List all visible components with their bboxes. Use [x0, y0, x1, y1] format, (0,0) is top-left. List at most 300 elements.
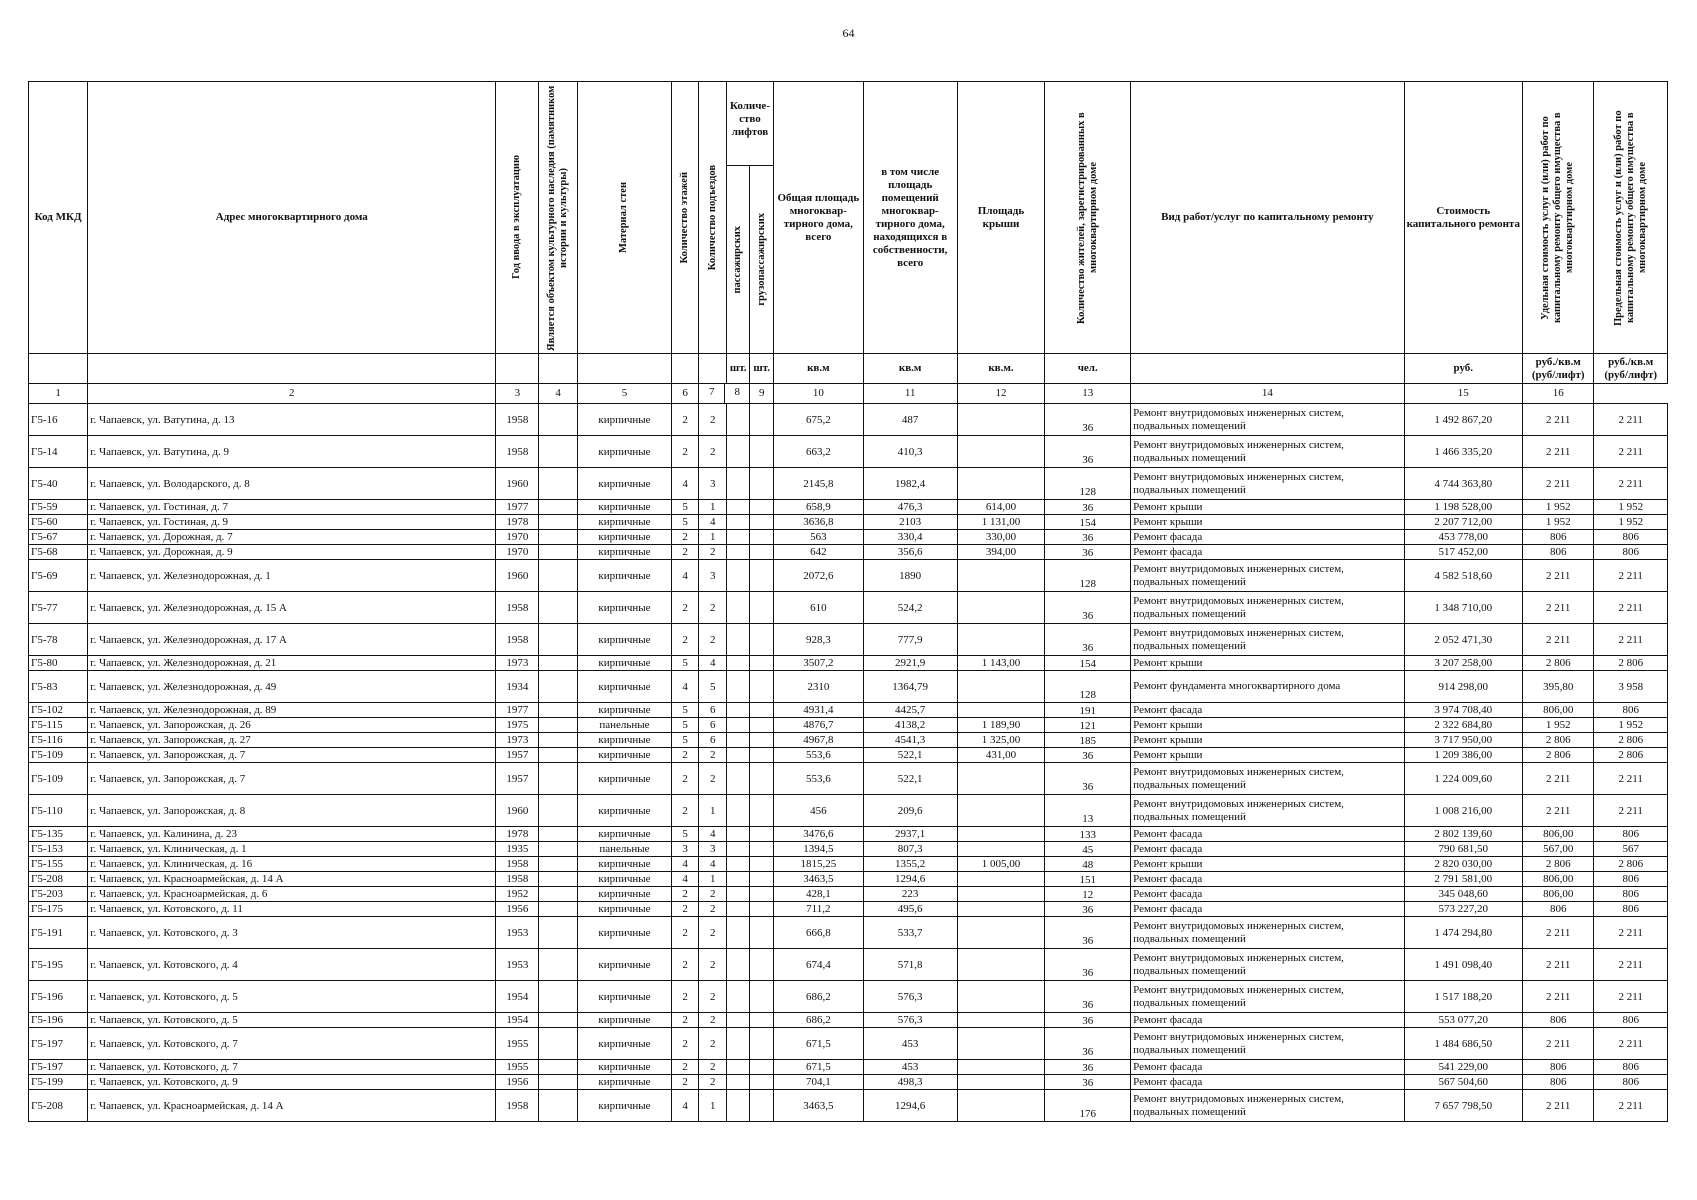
lifts-cargo-cell — [750, 671, 773, 703]
header-heritage: Является объектом культурного наследия (памятником истории и культуры) — [539, 82, 578, 354]
owned-area-cell: 576,3 — [863, 1013, 957, 1028]
max-cost-cell: 1 952 — [1594, 718, 1668, 733]
cost-cell: 573 227,20 — [1404, 902, 1522, 917]
entrances-cell: 1 — [699, 1090, 727, 1122]
address-cell: г. Чапаевск, ул. Железнодорожная, д. 49 — [88, 671, 496, 703]
max-cost-cell: 2 806 — [1594, 733, 1668, 748]
cost-cell: 345 048,60 — [1404, 887, 1522, 902]
heritage-cell — [539, 748, 578, 763]
roof-area-cell: 394,00 — [957, 545, 1045, 560]
max-cost-cell: 806 — [1594, 887, 1668, 902]
wall-material-cell: кирпичные — [578, 795, 672, 827]
residents-cell: 36 — [1045, 1013, 1131, 1028]
table-row — [29, 1028, 1668, 1060]
owned-area-cell: 356,6 — [863, 545, 957, 560]
table-row — [29, 1090, 1668, 1122]
floors-cell: 2 — [671, 917, 699, 949]
table-row — [29, 949, 1668, 981]
roof-area-cell — [957, 842, 1045, 857]
residents-cell: 45 — [1045, 842, 1131, 857]
total-area-cell: 658,9 — [773, 500, 863, 515]
address-cell: г. Чапаевск, ул. Дорожная, д. 7 — [88, 530, 496, 545]
wall-material-cell: кирпичные — [578, 671, 672, 703]
owned-area-cell: 453 — [863, 1060, 957, 1075]
cost-cell: 1 348 710,00 — [1404, 592, 1522, 624]
column-number: 10 — [773, 384, 863, 404]
address-cell: г. Чапаевск, ул. Калинина, д. 23 — [88, 827, 496, 842]
entrances-cell: 2 — [699, 1013, 727, 1028]
entrances-cell: 2 — [699, 436, 727, 468]
heritage-cell — [539, 530, 578, 545]
cost-cell: 453 778,00 — [1404, 530, 1522, 545]
header-floors: Количество этажей — [671, 82, 699, 354]
year-cell: 1978 — [496, 827, 539, 842]
roof-area-cell — [957, 917, 1045, 949]
owned-area-cell: 1294,6 — [863, 872, 957, 887]
cost-cell: 2 791 581,00 — [1404, 872, 1522, 887]
total-area-cell: 711,2 — [773, 902, 863, 917]
owned-area-cell: 209,6 — [863, 795, 957, 827]
unit-cost-cell: 395,80 — [1522, 671, 1593, 703]
max-cost-cell: 806 — [1594, 1060, 1668, 1075]
cost-cell: 1 209 386,00 — [1404, 748, 1522, 763]
floors-cell: 4 — [671, 872, 699, 887]
roof-area-cell — [957, 468, 1045, 500]
work-type-cell: Ремонт крыши — [1131, 748, 1405, 763]
unit-cost-cell: 1 952 — [1522, 515, 1593, 530]
entrances-cell: 6 — [699, 703, 727, 718]
total-area-cell: 671,5 — [773, 1028, 863, 1060]
entrances-cell: 6 — [699, 718, 727, 733]
entrances-cell: 4 — [699, 857, 727, 872]
cost-cell: 1 466 335,20 — [1404, 436, 1522, 468]
residents-cell: 36 — [1045, 763, 1131, 795]
max-cost-cell: 2 211 — [1594, 981, 1668, 1013]
total-area-cell: 2310 — [773, 671, 863, 703]
max-cost-cell: 3 958 — [1594, 671, 1668, 703]
code-cell: Г5-40 — [29, 468, 88, 500]
heritage-cell — [539, 1060, 578, 1075]
address-cell: г. Чапаевск, ул. Красноармейская, д. 6 — [88, 887, 496, 902]
floors-cell: 5 — [671, 515, 699, 530]
residents-cell: 36 — [1045, 530, 1131, 545]
unit-entrances — [699, 354, 727, 384]
code-cell: Г5-195 — [29, 949, 88, 981]
residents-cell: 191 — [1045, 703, 1131, 718]
work-type-cell: Ремонт внутридомовых инженерных систем, подвальных помещений — [1131, 468, 1405, 500]
total-area-cell: 3476,6 — [773, 827, 863, 842]
capital-repair-table — [28, 81, 1668, 1122]
heritage-cell — [539, 902, 578, 917]
unit-cost-cell: 806 — [1522, 1060, 1593, 1075]
table-row — [29, 842, 1668, 857]
code-cell: Г5-155 — [29, 857, 88, 872]
page-number: 64 — [842, 26, 855, 40]
owned-area-cell: 1294,6 — [863, 1090, 957, 1122]
code-cell: Г5-203 — [29, 887, 88, 902]
residents-cell: 151 — [1045, 872, 1131, 887]
lifts-cargo-cell — [750, 718, 773, 733]
code-cell: Г5-69 — [29, 560, 88, 592]
max-cost-cell: 567 — [1594, 842, 1668, 857]
total-area-cell: 553,6 — [773, 763, 863, 795]
work-type-cell: Ремонт внутридомовых инженерных систем, подвальных помещений — [1131, 560, 1405, 592]
code-cell: Г5-175 — [29, 902, 88, 917]
total-area-cell: 666,8 — [773, 917, 863, 949]
unit-cost: руб. — [1404, 354, 1522, 384]
lifts-cargo-cell — [750, 827, 773, 842]
roof-area-cell — [957, 624, 1045, 656]
unit-cost-cell: 806,00 — [1522, 872, 1593, 887]
work-type-cell: Ремонт внутридомовых инженерных систем, подвальных помещений — [1131, 404, 1405, 436]
year-cell: 1958 — [496, 592, 539, 624]
total-area-cell: 686,2 — [773, 981, 863, 1013]
heritage-cell — [539, 436, 578, 468]
entrances-cell: 3 — [699, 560, 727, 592]
wall-material-cell: кирпичные — [578, 560, 672, 592]
lifts-passenger-cell — [727, 436, 750, 468]
unit-floors — [671, 354, 699, 384]
header-wall-material: Материал стен — [578, 82, 672, 354]
work-type-cell: Ремонт фасада — [1131, 545, 1405, 560]
lifts-passenger-cell — [727, 656, 750, 671]
year-cell: 1934 — [496, 671, 539, 703]
lifts-passenger-cell — [727, 917, 750, 949]
floors-cell: 2 — [671, 763, 699, 795]
total-area-cell: 686,2 — [773, 1013, 863, 1028]
unit-work — [1131, 354, 1405, 384]
entrances-cell: 2 — [699, 1075, 727, 1090]
table-row — [29, 981, 1668, 1013]
entrances-cell: 1 — [699, 795, 727, 827]
floors-cell: 4 — [671, 1090, 699, 1122]
cost-cell: 3 717 950,00 — [1404, 733, 1522, 748]
work-type-cell: Ремонт фасада — [1131, 1075, 1405, 1090]
lifts-cargo-cell — [750, 902, 773, 917]
heritage-cell — [539, 500, 578, 515]
residents-cell: 36 — [1045, 500, 1131, 515]
cost-cell: 2 052 471,30 — [1404, 624, 1522, 656]
unit-cost-cell: 806,00 — [1522, 703, 1593, 718]
total-area-cell: 563 — [773, 530, 863, 545]
code-cell: Г5-196 — [29, 981, 88, 1013]
owned-area-cell: 571,8 — [863, 949, 957, 981]
entrances-cell: 4 — [699, 656, 727, 671]
floors-cell: 2 — [671, 545, 699, 560]
table-row — [29, 795, 1668, 827]
unit-cost-cell: 2 806 — [1522, 857, 1593, 872]
lifts-cargo-cell — [750, 436, 773, 468]
header-work-type: Вид работ/услуг по капитальному ремонту — [1131, 82, 1405, 354]
roof-area-cell — [957, 795, 1045, 827]
heritage-cell — [539, 560, 578, 592]
table-row — [29, 468, 1668, 500]
unit-cost-cell: 2 806 — [1522, 748, 1593, 763]
year-cell: 1955 — [496, 1060, 539, 1075]
floors-cell: 2 — [671, 887, 699, 902]
max-cost-cell: 2 806 — [1594, 656, 1668, 671]
max-cost-cell: 2 806 — [1594, 857, 1668, 872]
unit-cost-cell: 806 — [1522, 545, 1593, 560]
column-number: 14 — [1131, 384, 1405, 404]
residents-cell: 128 — [1045, 468, 1131, 500]
lifts-passenger-cell — [727, 842, 750, 857]
total-area-cell: 428,1 — [773, 887, 863, 902]
unit-cost-cell: 2 806 — [1522, 656, 1593, 671]
wall-material-cell: панельные — [578, 718, 672, 733]
max-cost-cell: 806 — [1594, 827, 1668, 842]
roof-area-cell — [957, 1028, 1045, 1060]
lifts-cargo-cell — [750, 1028, 773, 1060]
unit-cost-cell: 567,00 — [1522, 842, 1593, 857]
address-cell: г. Чапаевск, ул. Железнодорожная, д. 89 — [88, 703, 496, 718]
cost-cell: 4 744 363,80 — [1404, 468, 1522, 500]
code-cell: Г5-80 — [29, 656, 88, 671]
wall-material-cell: кирпичные — [578, 917, 672, 949]
column-number: 9 — [750, 384, 773, 404]
code-cell: Г5-77 — [29, 592, 88, 624]
wall-material-cell: панельные — [578, 842, 672, 857]
heritage-cell — [539, 718, 578, 733]
heritage-cell — [539, 656, 578, 671]
code-cell: Г5-191 — [29, 917, 88, 949]
column-number-row — [29, 384, 1668, 404]
lifts-cargo-cell — [750, 656, 773, 671]
cost-cell: 2 820 030,00 — [1404, 857, 1522, 872]
work-type-cell: Ремонт внутридомовых инженерных систем, подвальных помещений — [1131, 763, 1405, 795]
unit-residents: чел. — [1045, 354, 1131, 384]
code-cell: Г5-153 — [29, 842, 88, 857]
max-cost-cell: 2 211 — [1594, 917, 1668, 949]
address-cell: г. Чапаевск, ул. Клиническая, д. 1 — [88, 842, 496, 857]
lifts-cargo-cell — [750, 1060, 773, 1075]
owned-area-cell: 498,3 — [863, 1075, 957, 1090]
owned-area-cell: 1890 — [863, 560, 957, 592]
total-area-cell: 2145,8 — [773, 468, 863, 500]
lifts-cargo-cell — [750, 795, 773, 827]
total-area-cell: 1394,5 — [773, 842, 863, 857]
floors-cell: 5 — [671, 500, 699, 515]
unit-cost-cell: 2 211 — [1522, 795, 1593, 827]
table-row — [29, 624, 1668, 656]
address-cell: г. Чапаевск, ул. Котовского, д. 5 — [88, 981, 496, 1013]
unit-cost-cell: 2 211 — [1522, 981, 1593, 1013]
floors-cell: 2 — [671, 902, 699, 917]
lifts-passenger-cell — [727, 872, 750, 887]
cost-cell: 2 207 712,00 — [1404, 515, 1522, 530]
code-cell: Г5-109 — [29, 748, 88, 763]
owned-area-cell: 807,3 — [863, 842, 957, 857]
total-area-cell: 4876,7 — [773, 718, 863, 733]
code-cell: Г5-78 — [29, 624, 88, 656]
total-area-cell: 671,5 — [773, 1060, 863, 1075]
residents-cell: 36 — [1045, 1060, 1131, 1075]
code-cell: Г5-16 — [29, 404, 88, 436]
entrances-cell: 2 — [699, 1028, 727, 1060]
wall-material-cell: кирпичные — [578, 763, 672, 795]
year-cell: 1958 — [496, 624, 539, 656]
lifts-passenger-cell — [727, 887, 750, 902]
floors-cell: 2 — [671, 530, 699, 545]
wall-material-cell: кирпичные — [578, 857, 672, 872]
lifts-passenger-cell — [727, 763, 750, 795]
entrances-cell: 5 — [699, 671, 727, 703]
lifts-passenger-cell — [727, 748, 750, 763]
floors-cell: 5 — [671, 733, 699, 748]
lifts-passenger-cell — [727, 857, 750, 872]
column-number: 16 — [1522, 384, 1593, 404]
work-type-cell: Ремонт крыши — [1131, 656, 1405, 671]
year-cell: 1952 — [496, 887, 539, 902]
lifts-cargo-cell — [750, 872, 773, 887]
cost-cell: 2 802 139,60 — [1404, 827, 1522, 842]
unit-cost-cell: 2 211 — [1522, 560, 1593, 592]
max-cost-cell: 1 952 — [1594, 500, 1668, 515]
total-area-cell: 1815,25 — [773, 857, 863, 872]
column-number: 11 — [863, 384, 957, 404]
residents-cell: 128 — [1045, 560, 1131, 592]
unit-cost-cell: 2 211 — [1522, 592, 1593, 624]
lifts-cargo-cell — [750, 515, 773, 530]
cost-cell: 1 474 294,80 — [1404, 917, 1522, 949]
year-cell: 1956 — [496, 902, 539, 917]
lifts-passenger-cell — [727, 1060, 750, 1075]
total-area-cell: 675,2 — [773, 404, 863, 436]
table-row — [29, 560, 1668, 592]
max-cost-cell: 2 211 — [1594, 468, 1668, 500]
floors-cell: 5 — [671, 718, 699, 733]
lifts-passenger-cell — [727, 515, 750, 530]
header-year: Год ввода в эксплуатацию — [496, 82, 539, 354]
lifts-passenger-cell — [727, 1090, 750, 1122]
floors-cell: 2 — [671, 748, 699, 763]
residents-cell: 36 — [1045, 436, 1131, 468]
roof-area-cell — [957, 872, 1045, 887]
residents-cell: 36 — [1045, 981, 1131, 1013]
table-row — [29, 1060, 1668, 1075]
residents-cell: 154 — [1045, 656, 1131, 671]
cost-cell: 1 198 528,00 — [1404, 500, 1522, 515]
address-cell: г. Чапаевск, ул. Котовского, д. 11 — [88, 902, 496, 917]
max-cost-cell: 2 211 — [1594, 560, 1668, 592]
entrances-cell: 1 — [699, 530, 727, 545]
floors-cell: 2 — [671, 592, 699, 624]
max-cost-cell: 2 211 — [1594, 795, 1668, 827]
floors-cell: 5 — [671, 827, 699, 842]
year-cell: 1977 — [496, 500, 539, 515]
roof-area-cell — [957, 671, 1045, 703]
table-row — [29, 733, 1668, 748]
floors-cell: 3 — [671, 842, 699, 857]
lifts-cargo-cell — [750, 887, 773, 902]
code-cell: Г5-60 — [29, 515, 88, 530]
wall-material-cell: кирпичные — [578, 656, 672, 671]
column-number: 2 — [88, 384, 496, 404]
address-cell: г. Чапаевск, ул. Клиническая, д. 16 — [88, 857, 496, 872]
heritage-cell — [539, 857, 578, 872]
wall-material-cell: кирпичные — [578, 748, 672, 763]
residents-cell: 36 — [1045, 949, 1131, 981]
year-cell: 1975 — [496, 718, 539, 733]
residents-cell: 36 — [1045, 748, 1131, 763]
year-cell: 1958 — [496, 404, 539, 436]
unit-cost-cell: 806 — [1522, 902, 1593, 917]
table-row — [29, 872, 1668, 887]
table-row — [29, 887, 1668, 902]
floors-cell: 2 — [671, 981, 699, 1013]
max-cost-cell: 2 211 — [1594, 436, 1668, 468]
lifts-passenger-cell — [727, 545, 750, 560]
entrances-cell: 2 — [699, 949, 727, 981]
unit-cost-cell: 806,00 — [1522, 887, 1593, 902]
wall-material-cell: кирпичные — [578, 515, 672, 530]
lifts-passenger-cell — [727, 902, 750, 917]
code-cell: Г5-59 — [29, 500, 88, 515]
owned-area-cell: 495,6 — [863, 902, 957, 917]
roof-area-cell — [957, 436, 1045, 468]
roof-area-cell: 1 143,00 — [957, 656, 1045, 671]
owned-area-cell: 4425,7 — [863, 703, 957, 718]
cost-cell: 517 452,00 — [1404, 545, 1522, 560]
cost-cell: 2 322 684,80 — [1404, 718, 1522, 733]
work-type-cell: Ремонт внутридомовых инженерных систем, подвальных помещений — [1131, 1090, 1405, 1122]
unit-cost-cell: 806 — [1522, 530, 1593, 545]
unit-max-cost: руб./кв.м (руб/лифт) — [1594, 354, 1668, 384]
heritage-cell — [539, 703, 578, 718]
lifts-passenger-cell — [727, 1028, 750, 1060]
floors-cell: 2 — [671, 436, 699, 468]
table-row — [29, 671, 1668, 703]
unit-cost-cell: 2 806 — [1522, 733, 1593, 748]
heritage-cell — [539, 827, 578, 842]
year-cell: 1960 — [496, 560, 539, 592]
total-area-cell: 704,1 — [773, 1075, 863, 1090]
lifts-cargo-cell — [750, 842, 773, 857]
entrances-cell: 3 — [699, 842, 727, 857]
unit-unit-cost: руб./кв.м (руб/лифт) — [1522, 354, 1593, 384]
address-cell: г. Чапаевск, ул. Котовского, д. 4 — [88, 949, 496, 981]
entrances-cell: 4 — [699, 827, 727, 842]
cost-cell: 914 298,00 — [1404, 671, 1522, 703]
floors-cell: 4 — [671, 560, 699, 592]
entrances-cell: 2 — [699, 592, 727, 624]
address-cell: г. Чапаевск, ул. Запорожская, д. 7 — [88, 763, 496, 795]
lifts-cargo-cell — [750, 917, 773, 949]
year-cell: 1957 — [496, 748, 539, 763]
lifts-passenger-cell — [727, 530, 750, 545]
work-type-cell: Ремонт фасада — [1131, 887, 1405, 902]
entrances-cell: 2 — [699, 624, 727, 656]
wall-material-cell: кирпичные — [578, 902, 672, 917]
work-type-cell: Ремонт внутридомовых инженерных систем, подвальных помещений — [1131, 436, 1405, 468]
residents-cell: 36 — [1045, 1028, 1131, 1060]
roof-area-cell — [957, 592, 1045, 624]
heritage-cell — [539, 733, 578, 748]
column-number: 1 — [29, 384, 88, 404]
entrances-cell: 1 — [699, 500, 727, 515]
max-cost-cell: 2 211 — [1594, 949, 1668, 981]
wall-material-cell: кирпичные — [578, 404, 672, 436]
owned-area-cell: 410,3 — [863, 436, 957, 468]
header-lifts-passenger: пассажирских — [727, 166, 750, 354]
address-cell: г. Чапаевск, ул. Гостиная, д. 9 — [88, 515, 496, 530]
roof-area-cell: 1 131,00 — [957, 515, 1045, 530]
unit-roof-area: кв.м. — [957, 354, 1045, 384]
year-cell: 1953 — [496, 917, 539, 949]
roof-area-cell — [957, 1075, 1045, 1090]
roof-area-cell: 1 325,00 — [957, 733, 1045, 748]
code-cell: Г5-83 — [29, 671, 88, 703]
